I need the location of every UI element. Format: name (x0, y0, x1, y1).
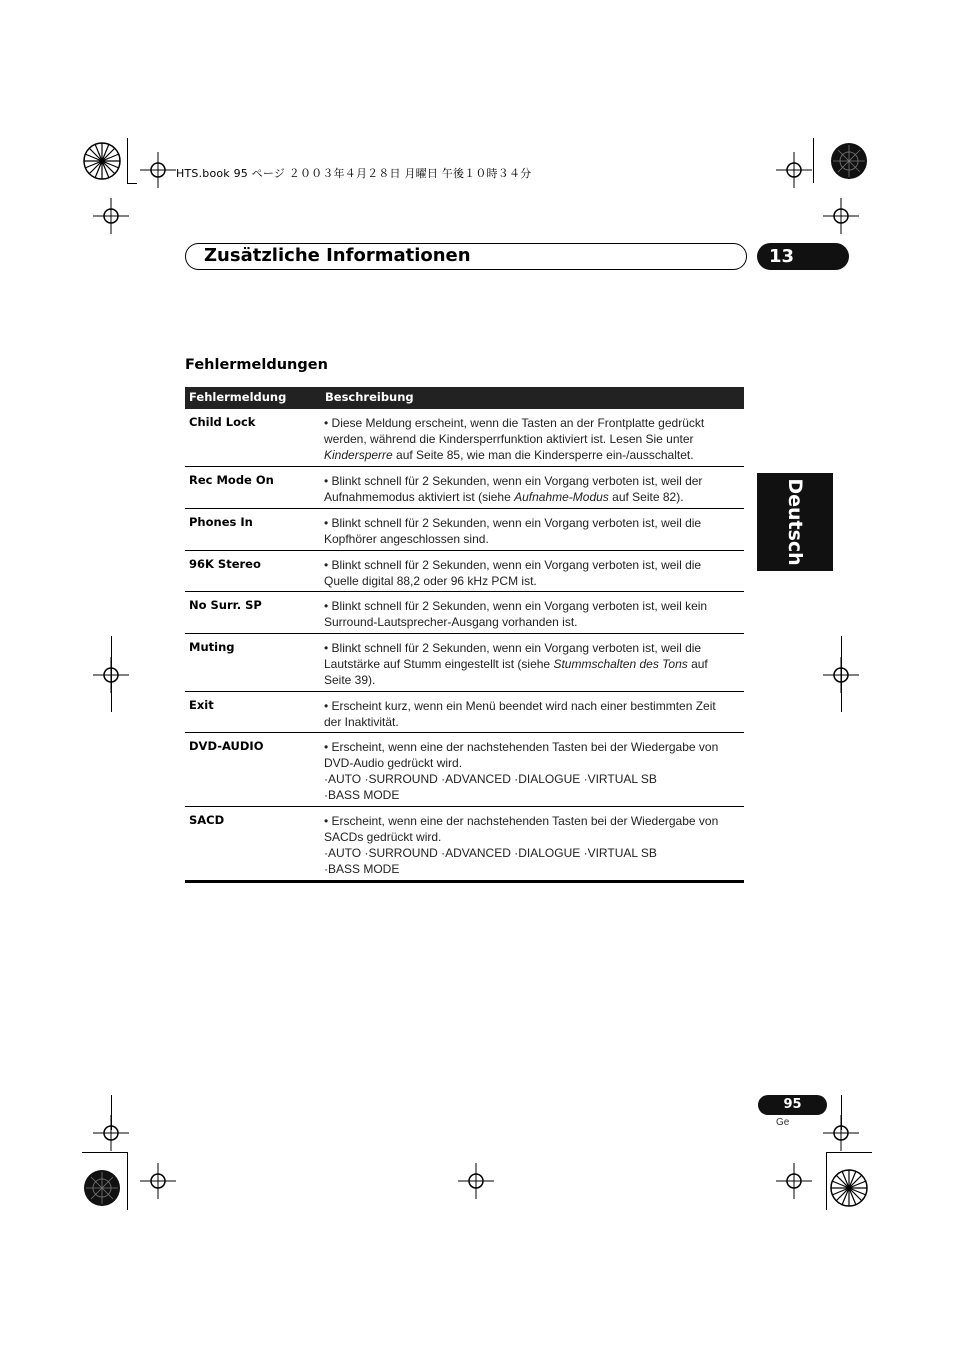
chapter-number-badge: 13 (757, 243, 849, 270)
error-description: • Blinkt schnell für 2 Sekunden, wenn ein Vorgang verboten ist, weil die Quelle digital 88,2 oder 96 kHz PCM ist. (324, 558, 702, 588)
print-info-line: HTS.book 95 ページ ２００３年４月２８日 月曜日 午後１０時３４分 (176, 167, 532, 180)
registration-starburst-icon (829, 141, 869, 181)
column-header-description: Beschreibung (325, 390, 414, 404)
table-row (185, 733, 744, 807)
error-message: No Surr. SP (189, 598, 262, 612)
column-header-message: Fehlermeldung (189, 390, 287, 404)
crop-line (841, 1095, 842, 1130)
crop-line (111, 1095, 112, 1130)
error-message: 96K Stereo (189, 557, 261, 571)
crop-line (111, 636, 112, 712)
error-message: Child Lock (189, 415, 256, 429)
table-row (185, 807, 744, 883)
error-description: • Diese Meldung erscheint, wenn die Tasten an der Frontplatte gedrückt werden, während die Kindersperrfunktion aktiviert ist. Lesen Sie unter Kindersperre auf Seite 85, wie man die Kindersperre ein-/ausschaltet. (324, 416, 705, 462)
section-heading: Fehlermeldungen (185, 357, 328, 373)
table-row (185, 551, 744, 592)
error-message: Muting (189, 640, 235, 654)
crosshair-icon (458, 1163, 494, 1199)
language-code: Ge (776, 1117, 790, 1128)
error-description: • Erscheint kurz, wenn ein Menü beendet wird nach einer bestimmten Zeit der Inaktivität. (324, 699, 716, 729)
table-row (185, 692, 744, 733)
error-message: DVD-AUDIO (189, 739, 264, 753)
chapter-header (185, 243, 747, 270)
error-message: Exit (189, 698, 214, 712)
table-header (185, 387, 744, 409)
table-row (185, 634, 744, 692)
error-description: • Erscheint, wenn eine der nachstehenden Tasten bei der Wiedergabe von SACDs gedrückt wird. ·AUTO ·SURROUND ·ADVANCED ·DIALOGUE ·VIRTUAL SB ·BASS MODE (324, 814, 719, 876)
crosshair-icon (140, 1163, 176, 1199)
crop-line (127, 138, 128, 183)
table-row (185, 409, 744, 467)
error-message: SACD (189, 813, 225, 827)
crop-line (826, 1152, 872, 1153)
crosshair-icon (140, 152, 176, 188)
crop-line (841, 636, 842, 712)
table-row (185, 467, 744, 509)
language-side-tab (757, 473, 833, 571)
crop-line (127, 1152, 128, 1210)
error-message: Phones In (189, 515, 253, 529)
table-row (185, 509, 744, 551)
error-message-table (185, 387, 744, 883)
registration-starburst-icon (82, 1168, 122, 1208)
error-description: • Blinkt schnell für 2 Sekunden, wenn ein Vorgang verboten ist, weil die Lautstärke auf Stumm eingestellt ist (siehe Stummschalten des Tons auf Seite 39). (324, 641, 708, 687)
error-description: • Erscheint, wenn eine der nachstehenden Tasten bei der Wiedergabe von DVD-Audio gedrückt wird. ·AUTO ·SURROUND ·ADVANCED ·DIALOGUE ·VIRTUAL SB ·BASS MODE (324, 740, 719, 802)
crosshair-icon (776, 1163, 812, 1199)
error-description: • Blinkt schnell für 2 Sekunden, wenn ein Vorgang verboten ist, weil der Aufnahmemodus aktiviert ist (siehe Aufnahme-Modus auf Seite 82). (324, 474, 703, 504)
crop-line (813, 138, 814, 183)
error-message: Rec Mode On (189, 473, 274, 487)
crosshair-icon (93, 198, 129, 234)
error-description: • Blinkt schnell für 2 Sekunden, wenn ein Vorgang verboten ist, weil die Kopfhörer angeschlossen sind. (324, 516, 702, 546)
chapter-title: Zusätzliche Informationen (204, 245, 471, 266)
registration-starburst-icon (82, 141, 122, 181)
crosshair-icon (776, 152, 812, 188)
registration-starburst-icon (829, 1168, 869, 1208)
crop-line (826, 1152, 827, 1210)
crop-line (82, 1152, 127, 1153)
error-description: • Blinkt schnell für 2 Sekunden, wenn ein Vorgang verboten ist, weil kein Surround-Lautsprecher-Ausgang vorhanden ist. (324, 599, 708, 629)
page-number: 95 (758, 1095, 827, 1115)
language-tab-label: Deutsch (784, 478, 806, 566)
table-row (185, 592, 744, 634)
crosshair-icon (823, 198, 859, 234)
crop-line (127, 183, 137, 184)
